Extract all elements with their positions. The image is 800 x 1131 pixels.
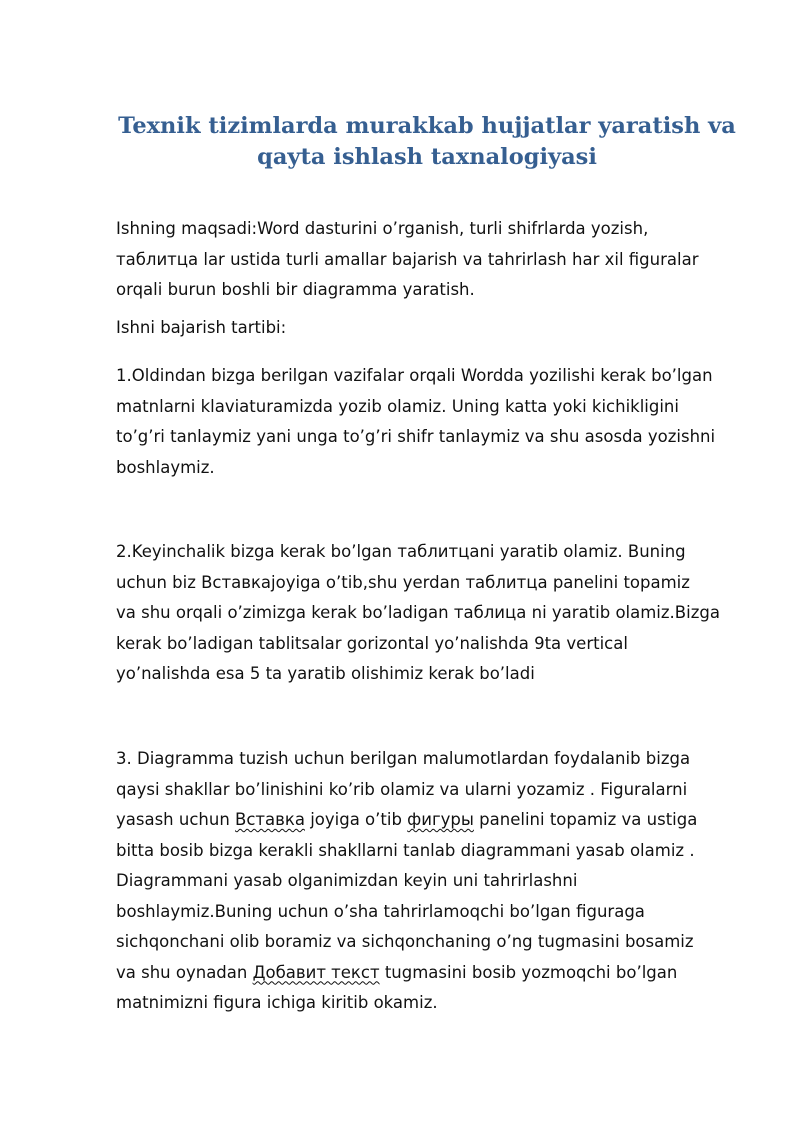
step-3-line: matnimizni figura ichiga kiritib okamiz.: [116, 993, 438, 1012]
title-line-2: qayta ishlash taxnalogiyasi: [257, 143, 597, 170]
step-3-line: boshlaymiz.Buning uchun o’sha tahrirlamoqchi bo’lgan figuraga: [116, 901, 645, 921]
order-heading: [116, 313, 756, 344]
step-3-text: panelini topamiz va ustiga: [473, 810, 698, 829]
step-3-line: [116, 958, 756, 989]
step-3-line: 3. Diagramma tuzish uchun berilgan malumotlardan foydalanib bizga: [116, 749, 691, 768]
purpose-line: Ishning maqsadi:Word dasturini o’rganish, turli shifrlarda yozish,: [116, 219, 649, 238]
step-1-line: matnlarni klaviaturamizda yozib olamiz. Uning katta yoki kichikligini: [116, 396, 679, 416]
dobavit-tekst-link[interactable]: Добавит текст: [252, 962, 380, 982]
step-3-line: bitta bosib bizga kerakli shakllarni tanlab diagrammani yasab olamiz .: [116, 840, 695, 860]
document-title: [112, 108, 742, 169]
order-heading-text: Ishni bajarish tartibi:: [116, 318, 287, 337]
purpose-line: таблитца lar ustida turli amallar bajarish va tahrirlash har xil figuralar: [116, 249, 699, 269]
purpose-line: orqali burun boshli bir diagramma yaratish.: [116, 280, 475, 299]
vstavka-link[interactable]: Вставка: [235, 810, 305, 829]
step-2-line: kerak bo’ladigan tablitsalar gorizontal yo’nalishda 9ta vertical: [116, 633, 628, 653]
step-3-line: [116, 805, 756, 836]
step-2-line: 2.Keyinchalik bizga kerak bo’lgan таблитцani yaratib olamiz. Buning: [116, 542, 686, 561]
step-1-line: 1.Oldindan bizga berilgan vazifalar orqali Wordda yozilishi kerak bo’lgan: [116, 366, 713, 385]
step-3-line: qaysi shakllar bo’linishini ko’rib olamiz va ularni yozamiz . Figuralarni: [116, 779, 688, 799]
step-3-line: sichqonchani olib boramiz va sichqonchaning o’ng tugmasini bosamiz: [116, 932, 694, 951]
figury-link[interactable]: фигуры: [407, 810, 474, 829]
step-3-text: tugmasini bosib yozmoqchi bo’lgan: [379, 962, 678, 982]
step-1-paragraph: [116, 361, 756, 483]
title-line-1: Texnik tizimlarda murakkab hujjatlar yaratish va: [118, 113, 736, 139]
step-3-line: Diagrammani yasab olganimizdan keyin uni tahrirlashni: [116, 871, 578, 890]
step-3-paragraph: [116, 744, 756, 1019]
step-2-line: yo’nalishda esa 5 ta yaratib olishimiz kerak bo’ladi: [116, 664, 535, 683]
step-2-paragraph: [116, 537, 756, 690]
step-1-line: boshlaymiz.: [116, 457, 215, 477]
step-3-text: joyiga o’tib: [304, 810, 408, 829]
step-2-line: uchun biz Вставкаjoyiga o’tib,shu yerdan таблитца panelini topamiz: [116, 572, 690, 592]
step-1-line: to’g’ri tanlaymiz yani unga to’g’ri shifr tanlaymiz va shu asosda yozishni: [116, 427, 716, 446]
step-2-line: va shu orqali o’zimizga kerak bo’ladigan таблица ni yaratib olamiz.Bizga: [116, 603, 720, 622]
step-3-text: va shu oynadan: [116, 962, 253, 982]
step-3-text: yasash uchun: [116, 810, 236, 829]
purpose-paragraph: [116, 214, 756, 306]
